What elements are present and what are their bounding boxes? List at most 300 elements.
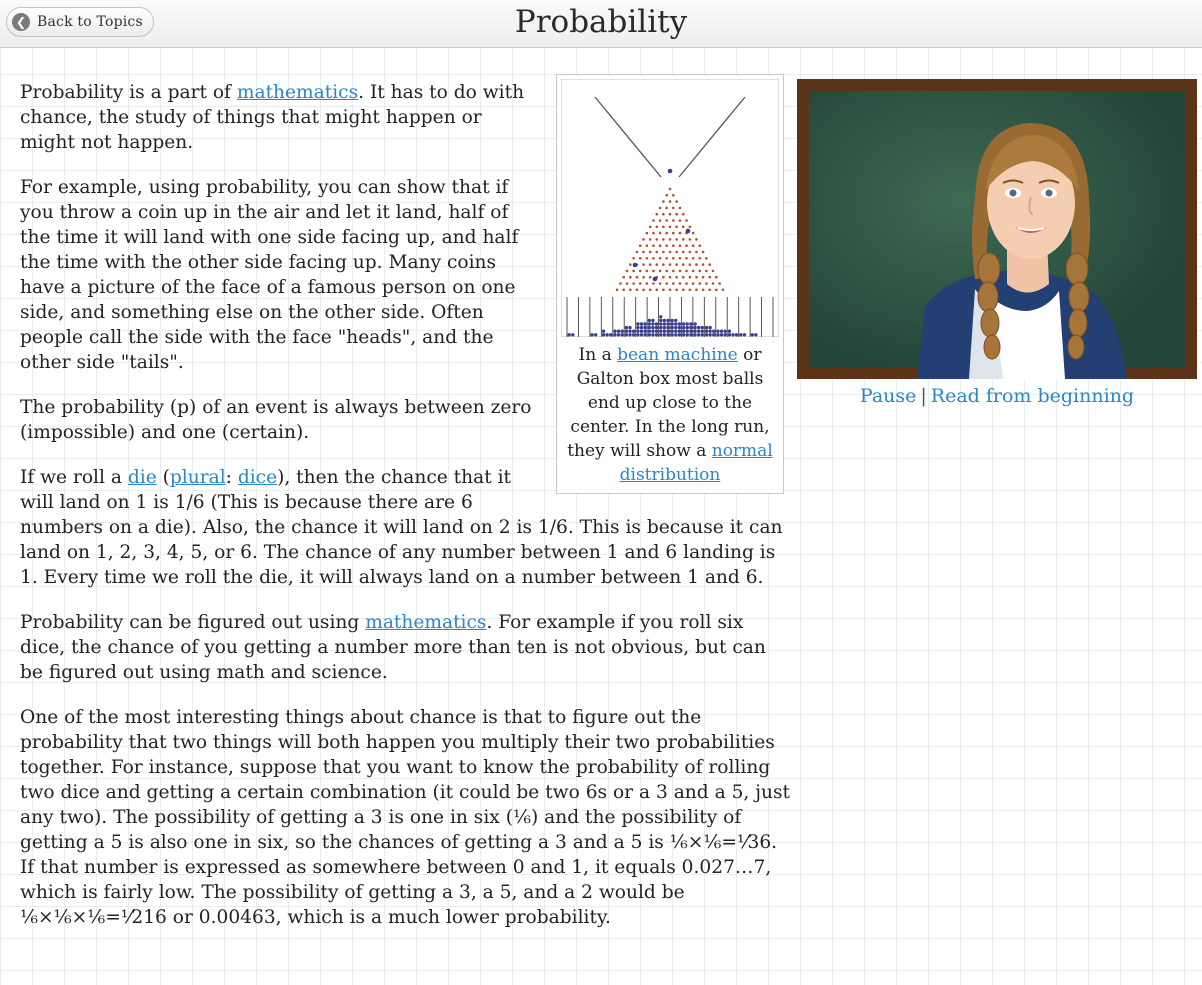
peg [649, 226, 652, 229]
peg [669, 238, 672, 241]
ball [643, 330, 646, 333]
peg [689, 226, 692, 229]
peg [689, 263, 692, 266]
ball [609, 333, 612, 336]
peg [695, 276, 698, 279]
ball [643, 326, 646, 329]
ball [671, 330, 674, 333]
ball [648, 333, 651, 336]
peg [639, 270, 642, 273]
ball [712, 330, 715, 333]
ball [666, 333, 669, 336]
ball [686, 322, 689, 325]
peg [708, 289, 711, 292]
peg [695, 289, 698, 292]
peg [672, 244, 675, 247]
peg [695, 251, 698, 254]
peg [675, 263, 678, 266]
peg [672, 219, 675, 222]
ball [625, 326, 628, 329]
ball [655, 322, 658, 325]
ball [682, 326, 685, 329]
paragraph-6: One of the most interesting things about chance is that to figure out the probability that two things will both happen you multiply their two probabilities together. For instance, suppose that you want to know the probability of rolling two dice and getting a certain combination (it could be two 6s or a 3 and a 5, just any two). The possibility of getting a 3 is one in six (⅙) and the possibility of getting a 5 is also one in six, so the chances of getting a 3 and a 5 is ⅙×⅙=⅟36. If that number is expressed as somewhere between 0 and 1, it equals 0.027…7, which is fairly low. The possibility of getting a 3, a 5, and a 2 would be ⅙×⅙×⅙=⅟216 or 0.00463, which is a much lower probability. [20, 707, 790, 928]
ball [716, 330, 719, 333]
ball [708, 330, 711, 333]
peg [702, 289, 705, 292]
peg [689, 251, 692, 254]
peg [655, 238, 658, 241]
die-link[interactable]: die [127, 467, 157, 488]
peg [705, 257, 708, 260]
ball [617, 333, 620, 336]
ball [686, 229, 691, 234]
peg [698, 244, 701, 247]
paragraph-text: . It has to do with chance, the study of things that might happen or might not happen. [20, 82, 525, 153]
ball [648, 319, 651, 322]
ball [728, 333, 731, 336]
peg [698, 257, 701, 260]
peg [712, 270, 715, 273]
peg [712, 282, 715, 285]
ball [723, 333, 726, 336]
peg [629, 263, 632, 266]
peg [672, 257, 675, 260]
peg [662, 226, 665, 229]
ball [648, 326, 651, 329]
peg [685, 282, 688, 285]
ball [651, 322, 654, 325]
ball [628, 330, 631, 333]
ball [666, 322, 669, 325]
ball [625, 330, 628, 333]
peg [669, 289, 672, 292]
ball [651, 333, 654, 336]
peg [665, 244, 668, 247]
peg [675, 251, 678, 254]
peg [679, 207, 682, 210]
ball [613, 333, 616, 336]
ball [568, 333, 571, 336]
ball [636, 326, 639, 329]
ball [689, 333, 692, 336]
peg [672, 270, 675, 273]
ball [682, 330, 685, 333]
peg [649, 276, 652, 279]
ball [648, 330, 651, 333]
ball [659, 326, 662, 329]
peg [646, 244, 649, 247]
ball [594, 333, 597, 336]
ball [674, 333, 677, 336]
ball [701, 333, 704, 336]
peg [708, 263, 711, 266]
peg [685, 219, 688, 222]
peg [672, 232, 675, 235]
ball [689, 326, 692, 329]
ball [663, 333, 666, 336]
peg [679, 244, 682, 247]
ball [686, 333, 689, 336]
ball [735, 333, 738, 336]
peg [629, 289, 632, 292]
ball [693, 326, 696, 329]
peg [665, 270, 668, 273]
peg [665, 219, 668, 222]
ball [678, 333, 681, 336]
peg [702, 251, 705, 254]
ball [571, 333, 574, 336]
peg [702, 276, 705, 279]
ball [628, 333, 631, 336]
paragraph-text: Probability can be figured out using [20, 612, 366, 633]
peg [665, 232, 668, 235]
ball [720, 330, 723, 333]
peg [685, 257, 688, 260]
peg [692, 232, 695, 235]
paragraph-5 [20, 610, 790, 685]
caption-text-2: or Galton box most balls end up close to the center. In the long run, they will show a [567, 345, 770, 461]
peg [636, 251, 639, 254]
ball [617, 330, 620, 333]
ball [705, 333, 708, 336]
ball [651, 326, 654, 329]
paragraph-text: : [225, 467, 238, 488]
peg [675, 289, 678, 292]
ball [636, 330, 639, 333]
ball [651, 330, 654, 333]
peg [632, 257, 635, 260]
peg [665, 282, 668, 285]
bean-machine-illustration [561, 79, 779, 337]
ball [640, 333, 643, 336]
video-player[interactable] [797, 79, 1197, 379]
peg [715, 276, 718, 279]
peg [665, 257, 668, 260]
video-controls [797, 383, 1197, 409]
ball [605, 333, 608, 336]
page-title: Probability [514, 4, 688, 40]
peg [692, 244, 695, 247]
ball [648, 322, 651, 325]
plural-link[interactable]: plural [169, 467, 226, 488]
peg [649, 238, 652, 241]
peg [672, 282, 675, 285]
peg [698, 282, 701, 285]
bean-machine-figure [556, 74, 784, 494]
peg [636, 276, 639, 279]
ball [643, 333, 646, 336]
ball [663, 330, 666, 333]
top-bar [0, 0, 1202, 48]
ball [628, 326, 631, 329]
ball [728, 330, 731, 333]
peg [692, 270, 695, 273]
ball [640, 330, 643, 333]
peg [642, 251, 645, 254]
peg [652, 270, 655, 273]
ball [716, 333, 719, 336]
peg [695, 263, 698, 266]
ball [682, 322, 685, 325]
peg [616, 289, 619, 292]
peg [698, 270, 701, 273]
peg [659, 207, 662, 210]
peg [659, 270, 662, 273]
ball [751, 333, 754, 336]
ball [743, 333, 746, 336]
ball [678, 326, 681, 329]
paragraph-2: For example, using probability, you can show that if you throw a coin up in the air and let it land, half of the time it will land with one side facing up, and half the time with the other side facing up. Many coins have a picture of the face of a famous person on one side, and something else on the other side. Often people call the side with the face "heads", and the other side "tails". [20, 177, 519, 373]
ball [633, 263, 638, 268]
ball [640, 322, 643, 325]
peg [679, 257, 682, 260]
presenter-avatar [797, 79, 1197, 379]
ball [686, 330, 689, 333]
peg [669, 213, 672, 216]
ball [632, 330, 635, 333]
ball [674, 326, 677, 329]
ball [697, 326, 700, 329]
ball [666, 326, 669, 329]
peg [652, 232, 655, 235]
peg [659, 232, 662, 235]
peg [632, 270, 635, 273]
ball [678, 330, 681, 333]
ball [636, 322, 639, 325]
peg [675, 213, 678, 216]
paragraph-3: The probability (p) of an event is always between zero (impossible) and one (certain). [20, 397, 532, 443]
article-body [20, 80, 790, 950]
ball [739, 333, 742, 336]
ball [678, 322, 681, 325]
peg [652, 282, 655, 285]
ball [682, 333, 685, 336]
peg [655, 251, 658, 254]
peg [639, 244, 642, 247]
peg [665, 194, 668, 197]
ball [620, 330, 623, 333]
ball [663, 326, 666, 329]
peg [629, 276, 632, 279]
ball [693, 333, 696, 336]
ball [655, 330, 658, 333]
peg [642, 276, 645, 279]
chevron-left-icon: ❮ [12, 13, 30, 31]
ball [668, 169, 673, 174]
peg [639, 282, 642, 285]
ball [720, 333, 723, 336]
ball [655, 326, 658, 329]
peg [689, 276, 692, 279]
normal-distribution-link[interactable]: normal distribution [619, 441, 773, 485]
peg [646, 270, 649, 273]
peg [669, 200, 672, 203]
ball [697, 330, 700, 333]
peg [675, 226, 678, 229]
ball [689, 330, 692, 333]
peg [649, 263, 652, 266]
ball [640, 326, 643, 329]
peg [679, 219, 682, 222]
peg [682, 238, 685, 241]
peg [632, 282, 635, 285]
paragraph-text: ), then the chance that it will land on 1 is 1/6 (This is because there are 6 numbers on a die). Also, the chance it will land on 2 is 1/6. This is because it can land on 1, 2, 3, 4, 5, or 6. The chance of any number between 1 and 6 landing is 1. Every time we roll the die, it will always land on a number between 1 and 6. [20, 467, 783, 588]
peg [682, 263, 685, 266]
ball [674, 330, 677, 333]
peg [672, 194, 675, 197]
peg [685, 244, 688, 247]
ball [697, 333, 700, 336]
peg [642, 263, 645, 266]
ball [674, 322, 677, 325]
peg [659, 219, 662, 222]
peg [679, 282, 682, 285]
mathematics-link-2[interactable]: mathematics [365, 612, 487, 633]
ball [671, 326, 674, 329]
ball [659, 322, 662, 325]
peg [655, 263, 658, 266]
peg [692, 282, 695, 285]
bean-machine-link[interactable]: bean machine [617, 345, 738, 365]
back-button-label: Back to Topics [37, 14, 143, 30]
peg [672, 207, 675, 210]
peg [682, 276, 685, 279]
read-from-beginning-button[interactable]: Read from beginning [930, 385, 1135, 407]
peg [669, 188, 672, 191]
peg [649, 289, 652, 292]
peg [705, 282, 708, 285]
ball [701, 326, 704, 329]
peg [675, 200, 678, 203]
peg [682, 213, 685, 216]
ball [693, 322, 696, 325]
ball [712, 333, 715, 336]
ball [708, 333, 711, 336]
ball [723, 330, 726, 333]
ball [663, 322, 666, 325]
ball [663, 319, 666, 322]
ball [602, 330, 605, 333]
peg [659, 244, 662, 247]
peg [662, 251, 665, 254]
ball [613, 330, 616, 333]
peg [682, 289, 685, 292]
peg [675, 276, 678, 279]
peg [665, 207, 668, 210]
ball [674, 319, 677, 322]
peg [659, 282, 662, 285]
ball [666, 330, 669, 333]
peg [655, 226, 658, 229]
peg [646, 282, 649, 285]
peg [718, 282, 721, 285]
ball [693, 330, 696, 333]
ball [686, 326, 689, 329]
ball [671, 322, 674, 325]
ball [659, 315, 662, 318]
ball [632, 333, 635, 336]
ball [620, 333, 623, 336]
peg [639, 257, 642, 260]
peg [662, 263, 665, 266]
ball [666, 319, 669, 322]
peg [655, 213, 658, 216]
ball [671, 333, 674, 336]
ball [659, 330, 662, 333]
peg [652, 219, 655, 222]
peg [662, 276, 665, 279]
peg [655, 289, 658, 292]
ball [705, 330, 708, 333]
peg [679, 232, 682, 235]
peg [649, 251, 652, 254]
ball [653, 277, 658, 282]
ball [659, 333, 662, 336]
ball [602, 333, 605, 336]
peg [662, 213, 665, 216]
paragraph-text: If we roll a [20, 467, 128, 488]
peg [702, 263, 705, 266]
peg [636, 289, 639, 292]
peg [642, 289, 645, 292]
dice-link[interactable]: dice [237, 467, 278, 488]
ball [671, 319, 674, 322]
peg [619, 282, 622, 285]
peg [669, 276, 672, 279]
ball [655, 333, 658, 336]
peg [669, 251, 672, 254]
peg [692, 257, 695, 260]
paragraph-text: ( [156, 467, 170, 488]
peg [646, 232, 649, 235]
peg [715, 289, 718, 292]
ball [636, 333, 639, 336]
ball [625, 333, 628, 336]
paragraph-text: . For example if you roll six dice, the chance of you getting a number more than ten is not obvious, but can be figured out using math and science. [20, 612, 766, 683]
ball [705, 326, 708, 329]
ball [701, 330, 704, 333]
peg [722, 289, 725, 292]
peg [662, 289, 665, 292]
paragraph-text: Probability is a part of [20, 82, 237, 103]
peg [689, 289, 692, 292]
peg [642, 238, 645, 241]
peg [675, 238, 678, 241]
ball [643, 322, 646, 325]
peg [662, 200, 665, 203]
peg [708, 276, 711, 279]
peg [652, 244, 655, 247]
peg [689, 238, 692, 241]
peg [622, 289, 625, 292]
peg [682, 251, 685, 254]
peg [685, 270, 688, 273]
mathematics-link[interactable]: mathematics [236, 82, 359, 103]
peg [669, 263, 672, 266]
peg [622, 276, 625, 279]
ball [708, 326, 711, 329]
peg [682, 226, 685, 229]
ball [731, 333, 734, 336]
peg [669, 226, 672, 229]
ball [754, 333, 757, 336]
controls-separator: | [920, 385, 927, 407]
peg [679, 270, 682, 273]
ball [689, 322, 692, 325]
ball [659, 319, 662, 322]
peg [695, 238, 698, 241]
pause-button[interactable]: Pause [859, 385, 917, 407]
